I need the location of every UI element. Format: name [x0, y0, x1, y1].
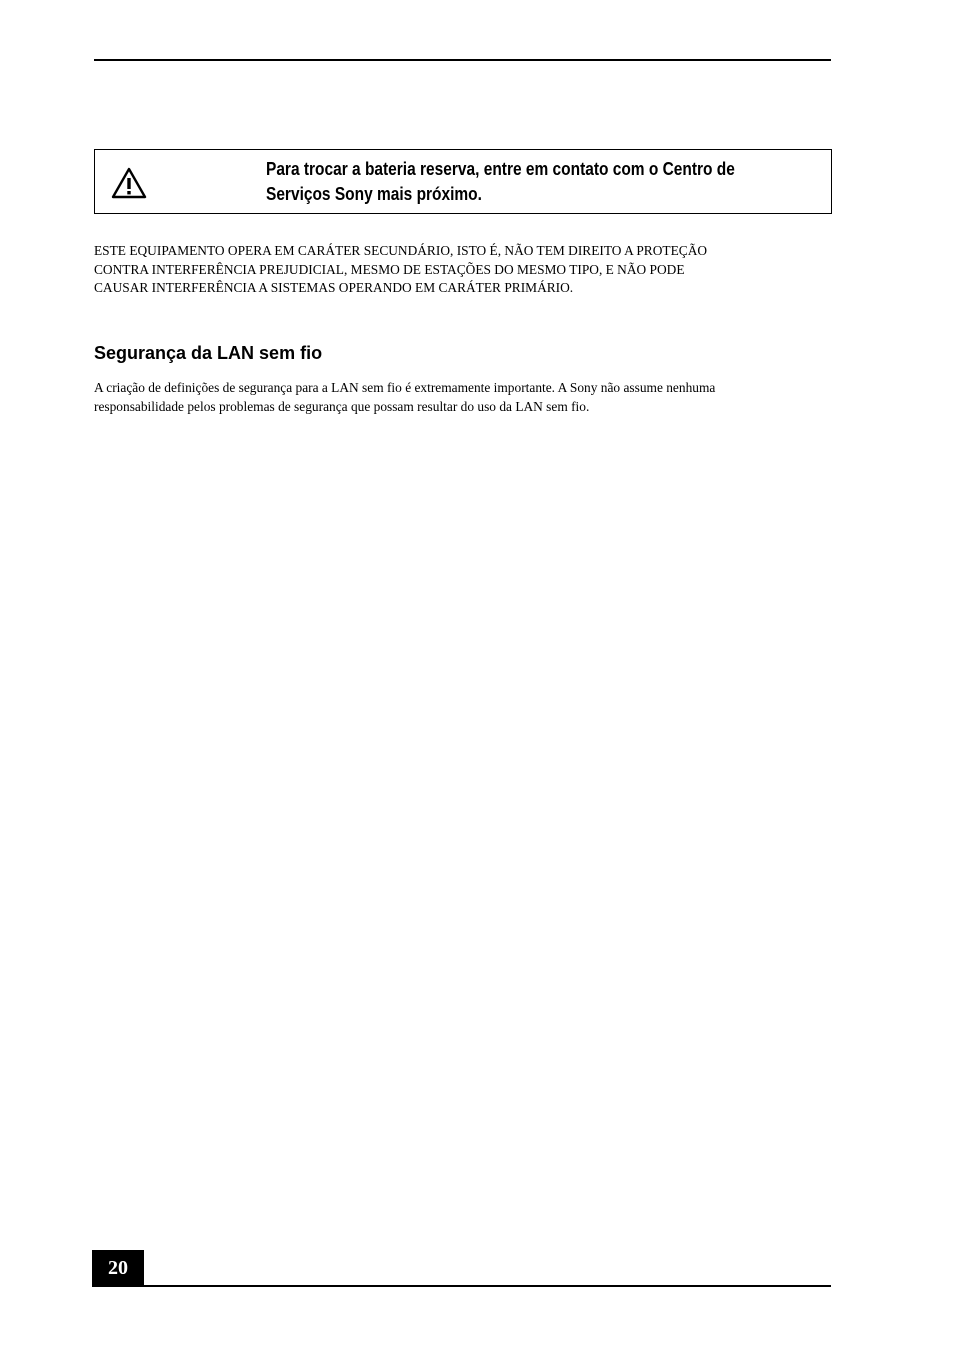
warning-line: Serviços Sony mais próximo.	[266, 184, 482, 204]
warning-line: Para trocar a bateria reserva, entre em contato com o Centro de	[266, 159, 735, 179]
section-body	[94, 378, 834, 416]
warning-box	[94, 149, 832, 214]
section-heading: Segurança da LAN sem fio	[94, 343, 323, 363]
footer-rule	[92, 1285, 831, 1287]
notice-line: ESTE EQUIPAMENTO OPERA EM CARÁTER SECUNDÁRIO, ISTO É, NÃO TEM DIREITO A PROTEÇÃO	[94, 243, 708, 258]
regulatory-notice	[94, 242, 834, 298]
warning-message	[266, 157, 748, 207]
body-line: responsabilidade pelos problemas de segurança que possam resultar do uso da LAN sem fio.	[94, 399, 590, 414]
notice-line: CONTRA INTERFERÊNCIA PREJUDICIAL, MESMO DE ESTAÇÕES DO MESMO TIPO, E NÃO PODE	[94, 261, 685, 277]
notice-line: CAUSAR INTERFERÊNCIA A SISTEMAS OPERANDO EM CARÁTER PRIMÁRIO.	[94, 280, 574, 295]
header-rule	[94, 59, 831, 61]
body-line: A criação de definições de segurança para a LAN sem fio é extremamente importante. A Sony não assume nenhuma	[94, 380, 716, 395]
warning-triangle-icon	[111, 167, 147, 199]
page-number: 20	[92, 1250, 144, 1286]
